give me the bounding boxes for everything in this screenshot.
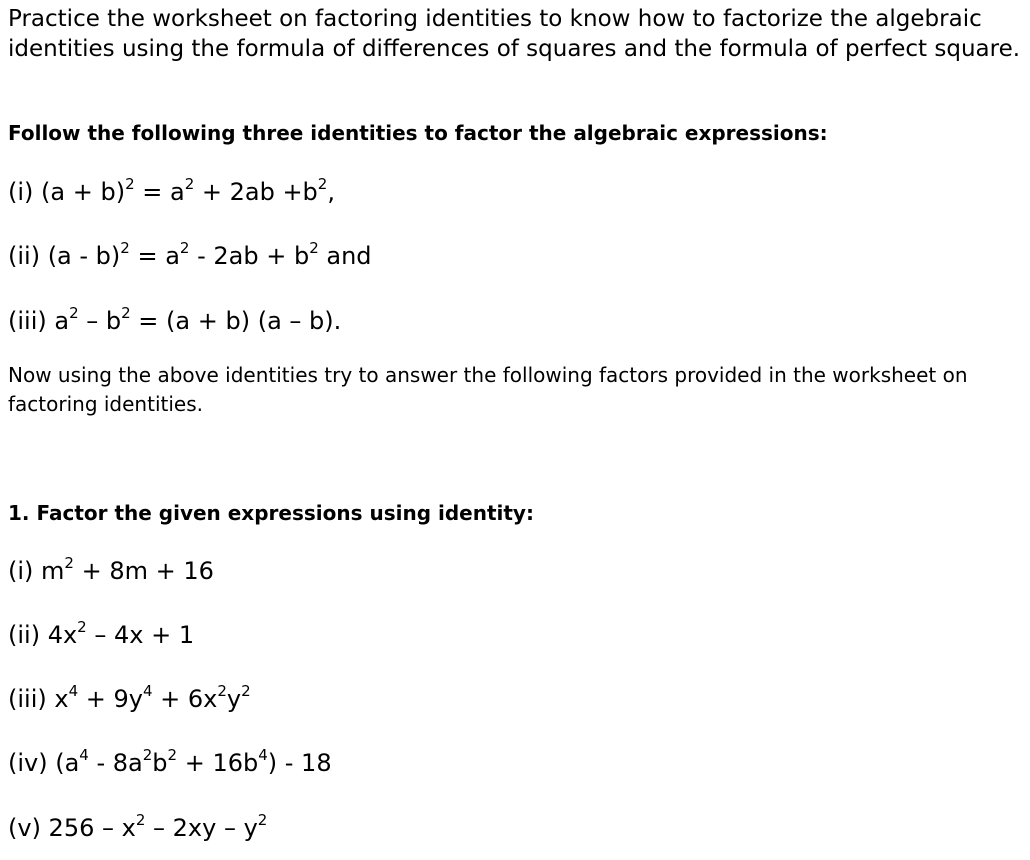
problem-5-part: (v) 256 – x xyxy=(8,814,136,842)
problem-4-exponent: 4 xyxy=(79,746,89,764)
problem-2-exponent: 2 xyxy=(77,618,87,636)
problem-4-exponent: 2 xyxy=(142,746,153,764)
problem-3-part: (iii) x xyxy=(8,685,69,713)
identity-3-exponent: 2 xyxy=(121,304,131,322)
problem-1-exponent: 2 xyxy=(64,554,74,572)
identity-1-part: (i) (a + b) xyxy=(8,178,126,206)
identity-1-exponent: 2 xyxy=(184,175,195,193)
problem-4-part: ) - 18 xyxy=(267,749,332,777)
problem-4-part: + 16b xyxy=(177,749,259,777)
intro-paragraph: Practice the worksheet on factoring identities to know how to factorize the algebraic identities using the formula of differences of squares and the formula of perfect square. xyxy=(8,6,1021,62)
identity-2-exponent: 2 xyxy=(309,239,319,257)
question-1-heading: 1. Factor the given expressions using identity: xyxy=(8,501,534,525)
identity-2-exponent: 2 xyxy=(120,239,130,257)
identity-3-exponent: 2 xyxy=(69,304,79,322)
identities-heading: Follow the following three identities to factor the algebraic expressions: xyxy=(8,121,828,145)
identity-1-part: + 2ab +b xyxy=(194,178,318,206)
problem-3-exponent: 4 xyxy=(68,682,79,700)
problem-3-exponent: 2 xyxy=(241,682,251,700)
problem-4 xyxy=(8,748,332,778)
problem-4-exponent: 4 xyxy=(258,746,268,764)
problem-2-part: (ii) 4x xyxy=(8,621,78,649)
identity-2-part: = a xyxy=(129,242,180,270)
identity-3 xyxy=(8,306,341,336)
identity-1-exponent: 2 xyxy=(317,175,328,193)
identity-2 xyxy=(8,241,372,271)
problem-4-part: - 8a xyxy=(88,749,143,777)
problem-3 xyxy=(8,684,251,714)
identity-2-part: and xyxy=(318,242,372,270)
problem-2-part: – 4x + 1 xyxy=(86,621,195,649)
instruction-note: Now using the above identities try to answer the following factors provided in the worksheet on factoring identities. xyxy=(8,363,968,416)
identity-2-part: (ii) (a - b) xyxy=(8,242,121,270)
problem-1-part: (i) m xyxy=(8,557,65,585)
identity-1-part: = a xyxy=(134,178,185,206)
problem-1 xyxy=(8,556,214,586)
problem-1-part: + 8m + 16 xyxy=(73,557,214,585)
problem-5-exponent: 2 xyxy=(135,811,146,829)
identity-1 xyxy=(8,177,335,207)
problem-4-exponent: 2 xyxy=(167,746,178,764)
identity-1-part: , xyxy=(327,178,335,206)
identity-3-part: (iii) a xyxy=(8,307,70,335)
identity-3-part: = (a + b) (a – b). xyxy=(130,307,342,335)
problem-3-exponent: 2 xyxy=(217,682,227,700)
identity-1-exponent: 2 xyxy=(125,175,135,193)
problem-3-part: y xyxy=(226,685,242,713)
problem-4-part: (iv) (a xyxy=(8,749,80,777)
problem-5 xyxy=(8,813,267,843)
identity-2-exponent: 2 xyxy=(179,239,190,257)
problem-5-part: – 2xy – y xyxy=(145,814,258,842)
problem-3-exponent: 4 xyxy=(142,682,153,700)
problem-5-exponent: 2 xyxy=(257,811,268,829)
problem-3-part: + 6x xyxy=(152,685,218,713)
problem-3-part: + 9y xyxy=(78,685,143,713)
identity-3-part: – b xyxy=(78,307,122,335)
identity-2-part: - 2ab + b xyxy=(189,242,310,270)
problem-2 xyxy=(8,620,194,650)
problem-4-part: b xyxy=(152,749,168,777)
